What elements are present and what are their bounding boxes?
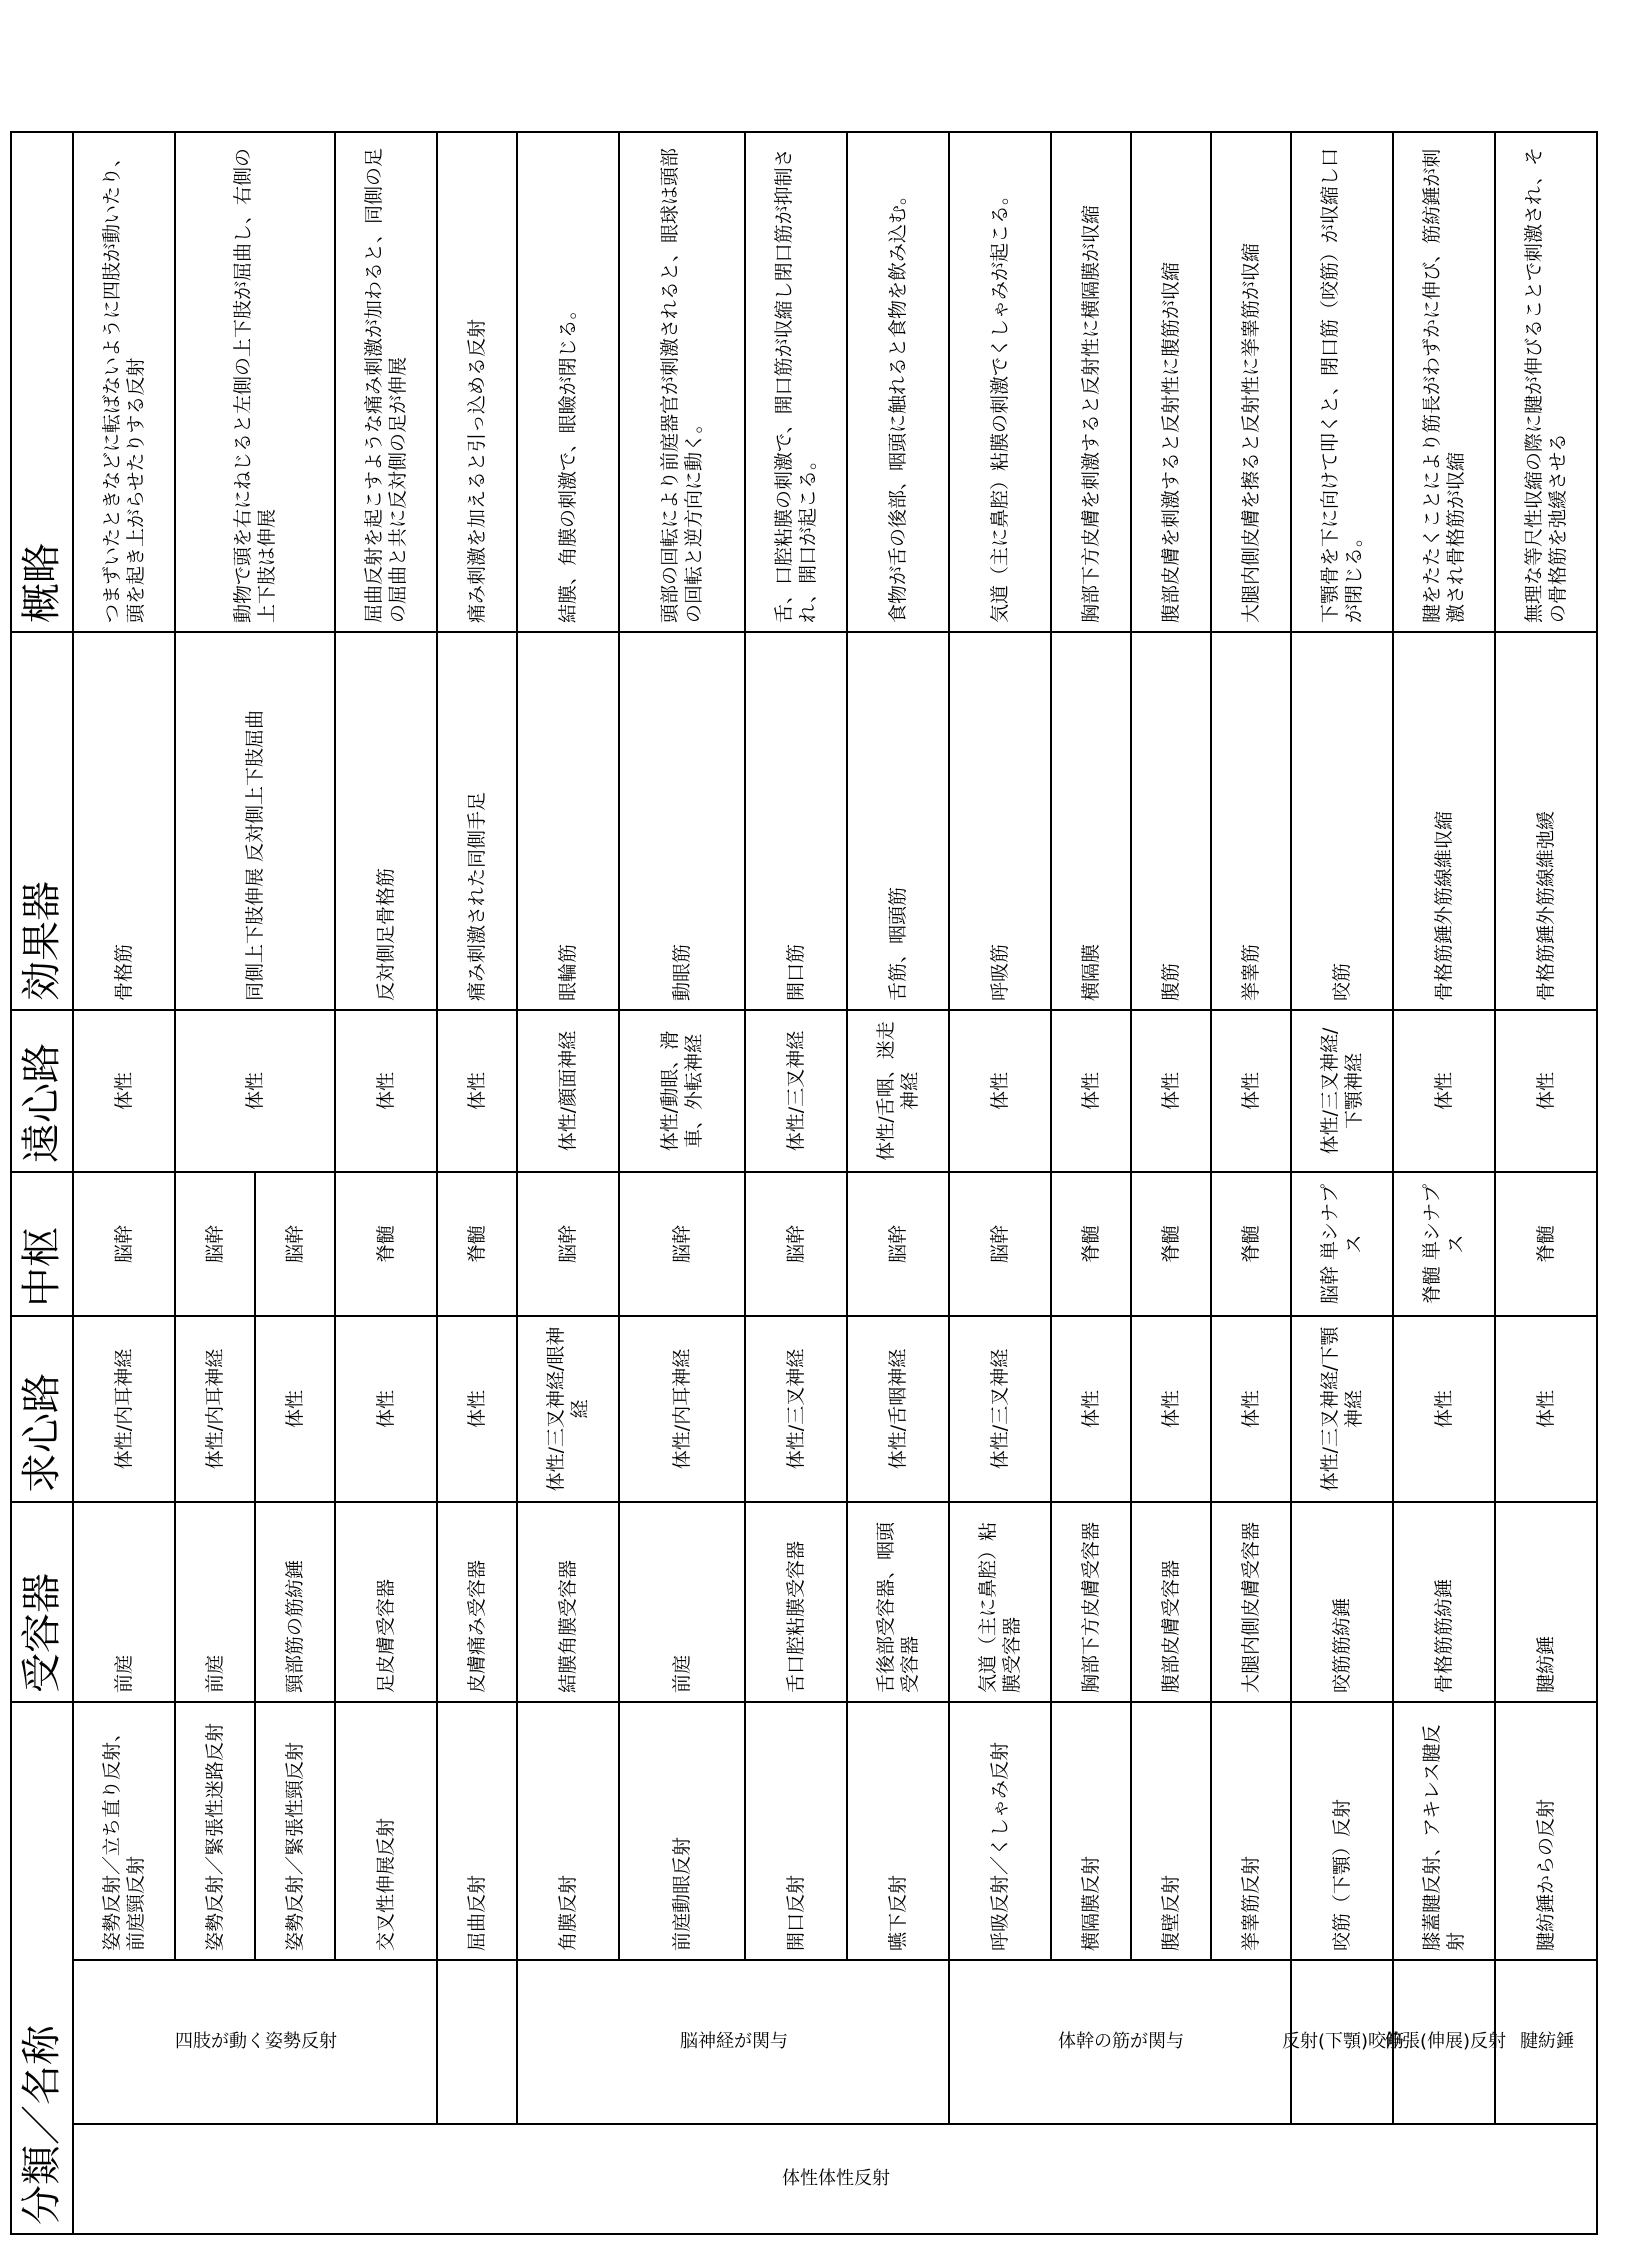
center-cell: 脊髄 bbox=[335, 1172, 437, 1316]
effector-cell: 腹筋 bbox=[1131, 632, 1211, 1010]
table-row bbox=[1291, 132, 1393, 2234]
center-cell: 脊髄 bbox=[1051, 1172, 1131, 1316]
efferent-cell: 体性 bbox=[175, 1010, 335, 1172]
table-row bbox=[1495, 132, 1597, 2234]
summary-cell: 大腿内側皮膚を擦ると反射性に挙睾筋が収縮 bbox=[1211, 132, 1291, 632]
header-center: 中枢 bbox=[11, 1172, 73, 1316]
header-row bbox=[11, 132, 73, 2234]
table-row bbox=[1131, 132, 1211, 2234]
efferent-cell: 体性 bbox=[1051, 1010, 1131, 1172]
afferent-cell: 体性/内耳神経 bbox=[619, 1316, 745, 1502]
receptor-cell: 皮膚痛み受容器 bbox=[437, 1502, 517, 1702]
afferent-cell: 体性/三叉神経 bbox=[949, 1316, 1051, 1502]
receptor-cell: 胸部下方皮膚受容器 bbox=[1051, 1502, 1131, 1702]
reflex-name: 開口反射 bbox=[745, 1702, 847, 1960]
category-blank bbox=[437, 1960, 517, 2124]
summary-cell: 舌、口腔粘膜の刺激で、開口筋が収縮し閉口筋が抑制され、開口が起こる。 bbox=[745, 132, 847, 632]
center-cell: 脊髄 bbox=[1211, 1172, 1291, 1316]
table-row bbox=[619, 132, 745, 2234]
effector-cell: 咬筋 bbox=[1291, 632, 1393, 1010]
category-stretch: 伸張(伸展)反射 bbox=[1393, 1960, 1495, 2124]
afferent-cell: 体性 bbox=[1131, 1316, 1211, 1502]
receptor-cell: 腹部皮膚受容器 bbox=[1131, 1502, 1211, 1702]
category-limbs: 四肢が動く姿勢反射 bbox=[73, 1960, 437, 2124]
receptor-cell: 舌後部受容器、咽頭受容器 bbox=[847, 1502, 949, 1702]
table-row bbox=[745, 132, 847, 2234]
reflex-table bbox=[10, 131, 1598, 2235]
center-cell: 脳幹 bbox=[745, 1172, 847, 1316]
effector-cell: 挙睾筋 bbox=[1211, 632, 1291, 1010]
receptor-cell: 結膜角膜受容器 bbox=[517, 1502, 619, 1702]
reflex-name: 交叉性伸展反射 bbox=[335, 1702, 437, 1960]
summary-cell: 腱をたたくことにより筋長がわずかに伸び、筋紡錘が刺激され骨格筋が収縮 bbox=[1393, 132, 1495, 632]
afferent-cell: 体性 bbox=[437, 1316, 517, 1502]
table-row bbox=[437, 132, 517, 2234]
reflex-name: 屈曲反射 bbox=[437, 1702, 517, 1960]
header-receptor: 受容器 bbox=[11, 1502, 73, 1702]
efferent-cell: 体性 bbox=[949, 1010, 1051, 1172]
receptor-cell: 気道（主に鼻腔）粘膜受容器 bbox=[949, 1502, 1051, 1702]
reflex-name: 前庭動眼反射 bbox=[619, 1702, 745, 1960]
center-cell: 脳幹 bbox=[517, 1172, 619, 1316]
receptor-cell: 前庭 bbox=[73, 1502, 175, 1702]
reflex-name: 腱紡錘からの反射 bbox=[1495, 1702, 1597, 1960]
reflex-name: 横隔膜反射 bbox=[1051, 1702, 1131, 1960]
summary-cell: 気道（主に鼻腔）粘膜の刺激でくしゃみが起こる。 bbox=[949, 132, 1051, 632]
receptor-cell: 前庭 bbox=[619, 1502, 745, 1702]
table-row bbox=[847, 132, 949, 2234]
afferent-cell: 体性/三叉神経 bbox=[745, 1316, 847, 1502]
afferent-cell: 体性 bbox=[1393, 1316, 1495, 1502]
header-effector: 効果器 bbox=[11, 632, 73, 1010]
efferent-cell: 体性 bbox=[73, 1010, 175, 1172]
receptor-cell: 頸部筋の筋紡錘 bbox=[255, 1502, 335, 1702]
summary-cell: つまずいたときなどに転ばないように四肢が動いたり、頭を起き上がらせたりする反射 bbox=[73, 132, 175, 632]
efferent-cell: 体性 bbox=[1211, 1010, 1291, 1172]
table-row bbox=[73, 132, 175, 2234]
reflex-name: 嚥下反射 bbox=[847, 1702, 949, 1960]
category-main: 体性体性反射 bbox=[73, 2124, 1597, 2234]
center-cell: 脳幹 bbox=[175, 1172, 255, 1316]
afferent-cell: 体性 bbox=[255, 1316, 335, 1502]
reflex-name: 呼吸反射／くしゃみ反射 bbox=[949, 1702, 1051, 1960]
effector-cell: 骨格筋錘外筋線維弛緩 bbox=[1495, 632, 1597, 1010]
receptor-cell: 足皮膚受容器 bbox=[335, 1502, 437, 1702]
receptor-cell: 舌口腔粘膜受容器 bbox=[745, 1502, 847, 1702]
efferent-cell: 体性/動眼、滑車、外転神経 bbox=[619, 1010, 745, 1172]
afferent-cell: 体性/三叉神経/眼神経 bbox=[517, 1316, 619, 1502]
table-row bbox=[1211, 132, 1291, 2234]
summary-cell: 食物が舌の後部、咽頭に触れると食物を飲み込む。 bbox=[847, 132, 949, 632]
efferent-cell: 体性/三叉神経/下顎神経 bbox=[1291, 1010, 1393, 1172]
afferent-cell: 体性/舌咽神経 bbox=[847, 1316, 949, 1502]
reflex-name: 腹壁反射 bbox=[1131, 1702, 1211, 1960]
center-cell: 脊髄 単シナプス bbox=[1393, 1172, 1495, 1316]
header-efferent: 遠心路 bbox=[11, 1010, 73, 1172]
table-row bbox=[175, 132, 255, 2234]
efferent-cell: 体性/三叉神経 bbox=[745, 1010, 847, 1172]
afferent-cell: 体性 bbox=[1051, 1316, 1131, 1502]
afferent-cell: 体性 bbox=[1495, 1316, 1597, 1502]
afferent-cell: 体性/三叉神経/下顎神経 bbox=[1291, 1316, 1393, 1502]
efferent-cell: 体性 bbox=[437, 1010, 517, 1172]
effector-cell: 横隔膜 bbox=[1051, 632, 1131, 1010]
efferent-cell: 体性 bbox=[1131, 1010, 1211, 1172]
receptor-cell: 咬筋筋紡錘 bbox=[1291, 1502, 1393, 1702]
efferent-cell: 体性/顔面神経 bbox=[517, 1010, 619, 1172]
summary-cell: 腹部皮膚を刺激すると反射性に腹筋が収縮 bbox=[1131, 132, 1211, 632]
receptor-cell: 前庭 bbox=[175, 1502, 255, 1702]
reflex-name: 姿勢反射／緊張性頸反射 bbox=[255, 1702, 335, 1960]
header-classification: 分類／名称 bbox=[11, 1702, 73, 2234]
reflex-name: 咬筋（下顎）反射 bbox=[1291, 1702, 1393, 1960]
reflex-name: 姿勢反射／立ち直り反射、前庭頸反射 bbox=[73, 1702, 175, 1960]
summary-cell: 胸部下方皮膚を刺激すると反射性に横隔膜が収縮 bbox=[1051, 132, 1131, 632]
receptor-cell: 腱紡錘 bbox=[1495, 1502, 1597, 1702]
summary-cell: 屈曲反射を起こすような痛み刺激が加わると、同側の足の屈曲と共に反対側の足が伸展 bbox=[335, 132, 437, 632]
summary-cell: 下顎骨を下に向けて叩くと、閉口筋（咬筋）が収縮し口が閉じる。 bbox=[1291, 132, 1393, 632]
receptor-cell: 大腿内側皮膚受容器 bbox=[1211, 1502, 1291, 1702]
table-row bbox=[1051, 132, 1131, 2234]
effector-cell: 痛み刺激された同側手足 bbox=[437, 632, 517, 1010]
summary-cell: 動物で頭を右にねじると左側の上下肢が屈曲し、右側の上下肢は伸展 bbox=[175, 132, 335, 632]
effector-cell: 開口筋 bbox=[745, 632, 847, 1010]
reflex-name: 挙睾筋反射 bbox=[1211, 1702, 1291, 1960]
category-trunk: 体幹の筋が関与 bbox=[949, 1960, 1291, 2124]
table-row bbox=[335, 132, 437, 2234]
reflex-name: 姿勢反射／緊張性迷路反射 bbox=[175, 1702, 255, 1960]
category-tendon: 腱紡錘 bbox=[1495, 1960, 1597, 2124]
efferent-cell: 体性 bbox=[335, 1010, 437, 1172]
efferent-cell: 体性/舌咽、迷走神経 bbox=[847, 1010, 949, 1172]
receptor-cell: 骨格筋筋紡錘 bbox=[1393, 1502, 1495, 1702]
effector-cell: 反対側足骨格筋 bbox=[335, 632, 437, 1010]
header-afferent: 求心路 bbox=[11, 1316, 73, 1502]
effector-cell: 同側上下肢伸展 反対側上下肢屈曲 bbox=[175, 632, 335, 1010]
effector-cell: 呼吸筋 bbox=[949, 632, 1051, 1010]
afferent-cell: 体性/内耳神経 bbox=[175, 1316, 255, 1502]
efferent-cell: 体性 bbox=[1495, 1010, 1597, 1172]
effector-cell: 舌筋、咽頭筋 bbox=[847, 632, 949, 1010]
table-row bbox=[517, 132, 619, 2234]
summary-cell: 頭部の回転により前庭器官が刺激されると、眼球は頭部の回転と逆方向に動く。 bbox=[619, 132, 745, 632]
category-jaw: 反射(下顎)咬筋 bbox=[1291, 1960, 1393, 2124]
effector-cell: 動眼筋 bbox=[619, 632, 745, 1010]
center-cell: 脳幹 bbox=[619, 1172, 745, 1316]
header-summary: 概略 bbox=[11, 132, 73, 632]
center-cell: 脳幹 bbox=[949, 1172, 1051, 1316]
table-row bbox=[949, 132, 1051, 2234]
center-cell: 脳幹 単シナプス bbox=[1291, 1172, 1393, 1316]
reflex-name: 角膜反射 bbox=[517, 1702, 619, 1960]
category-cranial: 脳神経が関与 bbox=[517, 1960, 949, 2124]
effector-cell: 骨格筋 bbox=[73, 632, 175, 1010]
afferent-cell: 体性 bbox=[335, 1316, 437, 1502]
center-cell: 脊髄 bbox=[437, 1172, 517, 1316]
center-cell: 脊髄 bbox=[1131, 1172, 1211, 1316]
effector-cell: 骨格筋錘外筋線維収縮 bbox=[1393, 632, 1495, 1010]
summary-cell: 結膜、角膜の刺激で、眼瞼が閉じる。 bbox=[517, 132, 619, 632]
center-cell: 脳幹 bbox=[73, 1172, 175, 1316]
table-row bbox=[1393, 132, 1495, 2234]
afferent-cell: 体性/内耳神経 bbox=[73, 1316, 175, 1502]
center-cell: 脊髄 bbox=[1495, 1172, 1597, 1316]
center-cell: 脳幹 bbox=[255, 1172, 335, 1316]
effector-cell: 眼輪筋 bbox=[517, 632, 619, 1010]
summary-cell: 無理な等尺性収縮の際に腱が伸びることで刺激され、その骨格筋を弛緩させる bbox=[1495, 132, 1597, 632]
center-cell: 脳幹 bbox=[847, 1172, 949, 1316]
reflex-name: 膝蓋腱反射、アキレス腱反射 bbox=[1393, 1702, 1495, 1960]
afferent-cell: 体性 bbox=[1211, 1316, 1291, 1502]
efferent-cell: 体性 bbox=[1393, 1010, 1495, 1172]
summary-cell: 痛み刺激を加えると引っ込める反射 bbox=[437, 132, 517, 632]
